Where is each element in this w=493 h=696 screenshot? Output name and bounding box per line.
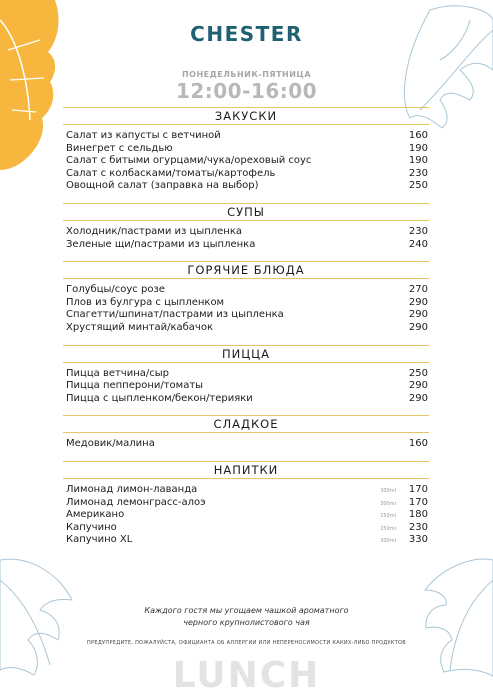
menu-item (63, 534, 429, 547)
menu-item (63, 497, 429, 510)
schedule-days: ПОНЕДЕЛЬНИК-ПЯТНИЦА (181, 70, 312, 79)
item-volume: 250ml (380, 513, 396, 520)
item-name: Салат с битыми огурцами/чука/ореховый соус (66, 155, 312, 167)
lunch-watermark: LUNCH (172, 655, 321, 696)
menu-item (63, 393, 429, 406)
item-price: 160 (408, 438, 428, 450)
item-price: 240 (408, 238, 428, 250)
menu-item (63, 309, 429, 322)
item-price: 290 (408, 296, 428, 308)
menu-item (63, 484, 429, 497)
item-price: 290 (408, 380, 428, 392)
tea-note (0, 605, 493, 629)
item-name: Пицца с цыпленком/бекон/терияки (66, 392, 253, 404)
item-price: 250 (408, 367, 428, 379)
section-title: СУПЫ (63, 203, 429, 221)
section-title: НАПИТКИ (63, 461, 429, 479)
item-price: 160 (408, 130, 428, 141)
menu-section (63, 203, 429, 251)
tea-note-line: Каждого гостя мы угощаем чашкой ароматного (144, 606, 349, 615)
item-price: 330 (408, 534, 428, 546)
item-price: 230 (408, 521, 428, 533)
menu-item (63, 180, 429, 193)
menu-item (63, 322, 429, 335)
item-name: Пицца ветчина/сыр (66, 367, 169, 379)
item-name: Медовик/малина (66, 438, 155, 450)
section-title: ЗАКУСКИ (63, 107, 429, 125)
item-price: 170 (408, 496, 428, 508)
item-name: Спагетти/шпинат/пастрами из цыпленка (66, 309, 284, 321)
menu-item (63, 143, 429, 156)
item-name: Салат из капусты с ветчиной (66, 130, 221, 141)
item-price: 230 (408, 167, 428, 179)
menu-section (63, 415, 429, 451)
item-volume: 300ml (380, 538, 396, 545)
item-volume: 300ml (380, 487, 396, 494)
schedule-hours: 12:00-16:00 (175, 79, 318, 103)
item-name: Пицца пепперони/томаты (66, 380, 204, 392)
item-price: 190 (408, 155, 428, 167)
menu-section (63, 107, 429, 193)
menu-item (63, 438, 429, 451)
menu-section (63, 345, 429, 406)
item-volume: 250ml (380, 525, 396, 532)
item-name: Капучино (66, 521, 117, 533)
menu-item (63, 522, 429, 535)
item-volume: 300ml (380, 500, 396, 507)
menu-item (63, 155, 429, 168)
menu-section (63, 261, 429, 334)
section-title: СЛАДКОЕ (63, 415, 429, 433)
item-price: 180 (408, 509, 428, 521)
item-name: Хрустящий минтай/кабачок (66, 321, 213, 333)
menu-item (63, 130, 429, 143)
item-price: 190 (408, 142, 428, 154)
item-price: 290 (408, 321, 428, 333)
menu-item (63, 368, 429, 381)
item-name: Голубцы/соус розе (66, 284, 165, 296)
section-title: ГОРЯЧИЕ БЛЮДА (63, 261, 429, 279)
menu-list (63, 107, 429, 557)
item-price: 270 (408, 284, 428, 296)
menu-section (63, 461, 429, 547)
menu-item (63, 239, 429, 252)
menu-item (63, 168, 429, 181)
menu-item (63, 380, 429, 393)
item-price: 290 (408, 392, 428, 404)
item-name: Овощной салат (заправка на выбор) (66, 180, 259, 192)
item-name: Лимонад лемонграсс-алоэ (66, 496, 206, 508)
item-name: Американо (66, 509, 125, 521)
menu-item (63, 297, 429, 310)
tea-note-line: черного крупнолистового чая (183, 618, 310, 627)
menu-item (63, 284, 429, 297)
allergy-warning: ПРЕДУПРЕДИТЕ, ПОЖАЛУЙСТА, ОФИЦИАНТА ОБ АЛЛЕРГИИ ИЛИ НЕПЕРЕНОСИМОСТИ КАКИХ-ЛИБО ПРОДУКТОВ (87, 640, 406, 646)
item-price: 230 (408, 225, 428, 237)
item-name: Капучино XL (66, 534, 133, 546)
item-name: Винегрет с сельдью (66, 142, 173, 154)
item-name: Холодник/пастрами из цыпленка (66, 225, 243, 237)
section-title: ПИЦЦА (63, 345, 429, 363)
item-price: 250 (408, 180, 428, 192)
item-name: Зеленые щи/пастрами из цыпленка (66, 238, 256, 250)
item-name: Плов из булгура с цыпленком (66, 296, 225, 308)
item-name: Салат с колбасками/томаты/картофель (66, 167, 276, 179)
menu-item (63, 226, 429, 239)
item-name: Лимонад лимон-лаванда (66, 483, 198, 495)
menu-item (63, 509, 429, 522)
brand-title: CHESTER (190, 22, 303, 46)
item-price: 170 (408, 483, 428, 495)
item-price: 290 (408, 309, 428, 321)
